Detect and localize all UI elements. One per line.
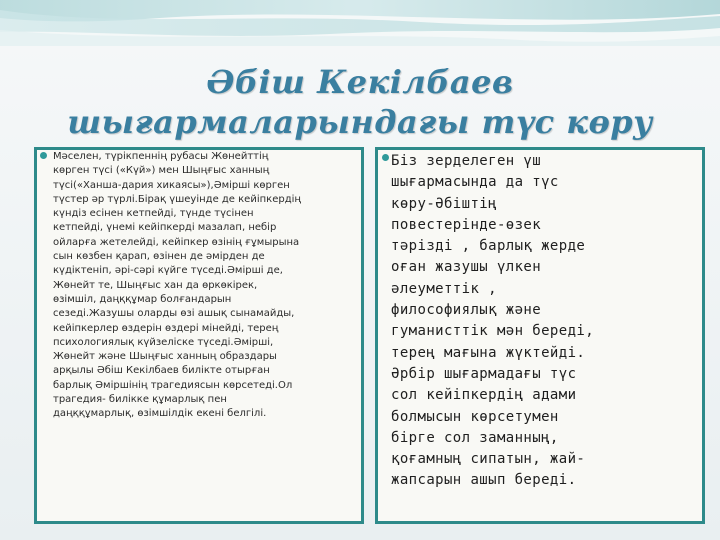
decorative-header-band <box>0 0 720 46</box>
right-paragraph: Біз зерделеген үш шығармасында да түс көру-Әбіштің повестерінде-өзек тәрізді , барлық жерде оған жазушы үлкен әлеуметтік , философиялық және гуманисттік мән береді, терең мағына жүктейді. Әрбір шығармадағы түс сол кейіпкердің адами болмысын көрсетумен бірге сол заманның, қоғамның сипатын, жай- жапсарын ашып береді. <box>391 153 595 489</box>
left-paragraph: Мәселен, түрікпеннің рубасы Жөнейттің көрген түсі («Күй») мен Шыңғыс ханның түсі(«Ханша-дария хикаясы»),Әмірші көрген түстер әр түрлі.Бірақ үшеуінде де кейіпкердің күндіз есінен кетпейді, түнде түсінен кетпейді, үнемі кейіпкерді мазалап, небір ойларға жетелейді, кейіпкер өзінің ғұмырына сын көзбен қарап, өзінен де әмірден де күдіктеніп, әрі-сәрі күйге түседі.Әмірші де, Жөнейт те, Шыңғыс хан да өркөкірек, өзімшіл, даңққұмар болғандарын сезеді.Жазушы оларды өзі ашық сынамайды, кейіпкерлер өздерін өздері мінейді, терең психологиялық күйзеліске түседі.Әмірші, Жөнейт және Шыңғыс ханның образдары арқылы Әбіш Кекілбаев билікте отырған барлық Әміршінің трагедиясын көрсетеді.Ол трагедия- билікке құмарлық пен даңққұмарлық, өзімшілдік екені белгілі. <box>53 151 301 420</box>
slide-title: Әбіш Кекілбаев шығармаларындағы түс көру <box>67 63 653 141</box>
bullet-icon <box>382 154 389 161</box>
left-text-box <box>34 147 364 524</box>
right-text-box <box>375 147 705 524</box>
bullet-icon <box>40 152 47 159</box>
